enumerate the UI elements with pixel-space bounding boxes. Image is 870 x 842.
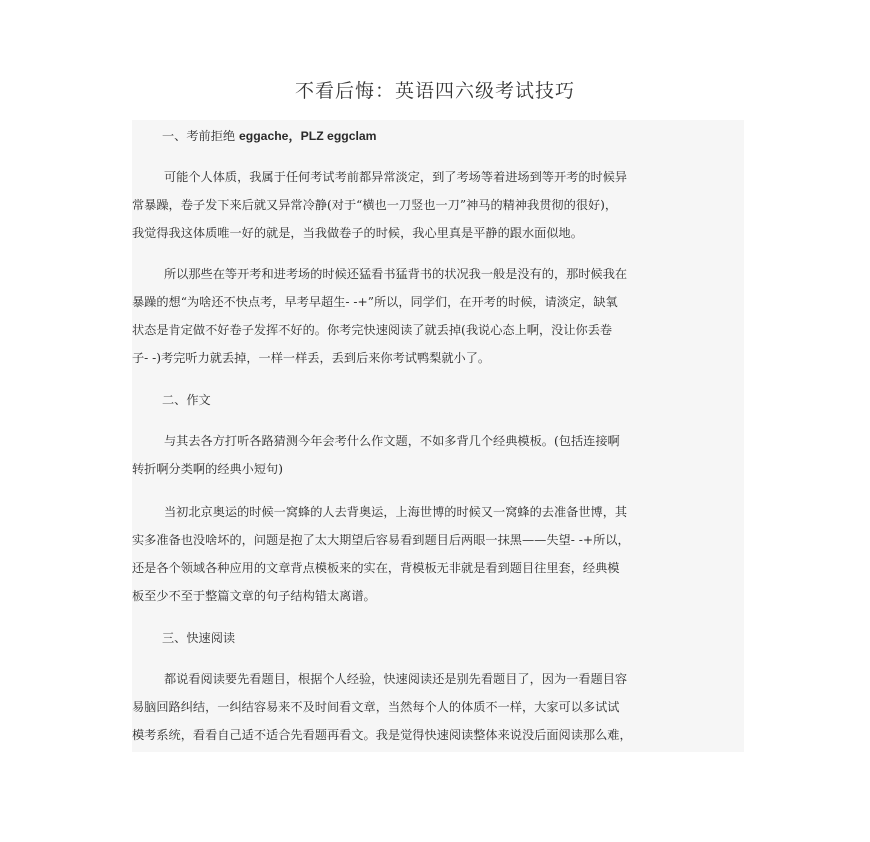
paragraph-line: 易脑回路纠结，一纠结容易来不及时间看文章，当然每个人的体质不一样，大家可以多试试 (132, 700, 620, 714)
paragraph-line: 状态是肯定做不好卷子发挥不好的。你考完快速阅读了就丢掉(我说心态上啊，没让你丢卷 (132, 323, 613, 337)
paragraph-line: 实多准备也没啥坏的，问题是抱了太大期望后容易看到题目后两眼一抹黑——失望- -+所以， (132, 533, 630, 547)
section-heading-1-prefix: 一、考前拒绝 (162, 129, 239, 143)
paragraph-line: 所以那些在等开考和进考场的时候还猛看书猛背书的状况我一般是没有的，那时候我在 (164, 267, 628, 281)
article-body (132, 120, 744, 752)
section-heading-1 (162, 128, 744, 144)
section-heading-1-latin: eggache，PLZ eggclam (239, 129, 377, 143)
paragraph-line: 与其去各方打听各路猜测今年会考什么作文题，不如多背几个经典模板。(包括连接啊 (164, 434, 620, 448)
section-heading-2: 二、作文 (162, 393, 211, 407)
document-title: 不看后悔：英语四六级考试技巧 (294, 80, 575, 102)
paragraph-line: 还是各个领域各种应用的文章背点模板来的实在，背模板无非就是看到题目往里套，经典模 (132, 561, 620, 575)
paragraph-line: 都说看阅读要先看题目，根据个人经验，快速阅读还是别先看题目了，因为一看题目容 (164, 672, 628, 686)
paragraph-line: 常暴躁，卷子发下来后就又异常冷静(对于“横也一刀竖也一刀”神马的精神我贯彻的很好)， (132, 198, 618, 212)
paragraph-line: 我觉得我这体质唯一好的就是，当我做卷子的时候，我心里真是平静的跟水面似地。 (132, 226, 583, 240)
paragraph-line: 可能个人体质，我属于任何考试考前都异常淡定，到了考场等着进场到等开考的时候异 (164, 170, 628, 184)
paragraph-line: 模考系统，看看自己适不适合先看题再看文。我是觉得快速阅读整体来说没后面阅读那么难， (132, 728, 632, 742)
paragraph-line: 子- -)考完听力就丢掉，一样一样丢，丢到后来你考试鸭梨就小了。 (132, 351, 491, 365)
paragraph-line: 板至少不至于整篇文章的句子结构错太离谱。 (132, 589, 376, 603)
paragraph-line: 当初北京奥运的时候一窝蜂的人去背奥运，上海世博的时候又一窝蜂的去准备世博，其 (164, 505, 628, 519)
paragraph-line: 暴躁的想“为啥还不快点考，早考早超生- -+”所以，同学们，在开考的时候，请淡定，缺氧 (132, 295, 618, 309)
paragraph-line: 转折啊分类啊的经典小短句) (132, 462, 284, 476)
section-heading-3: 三、快速阅读 (162, 631, 236, 645)
